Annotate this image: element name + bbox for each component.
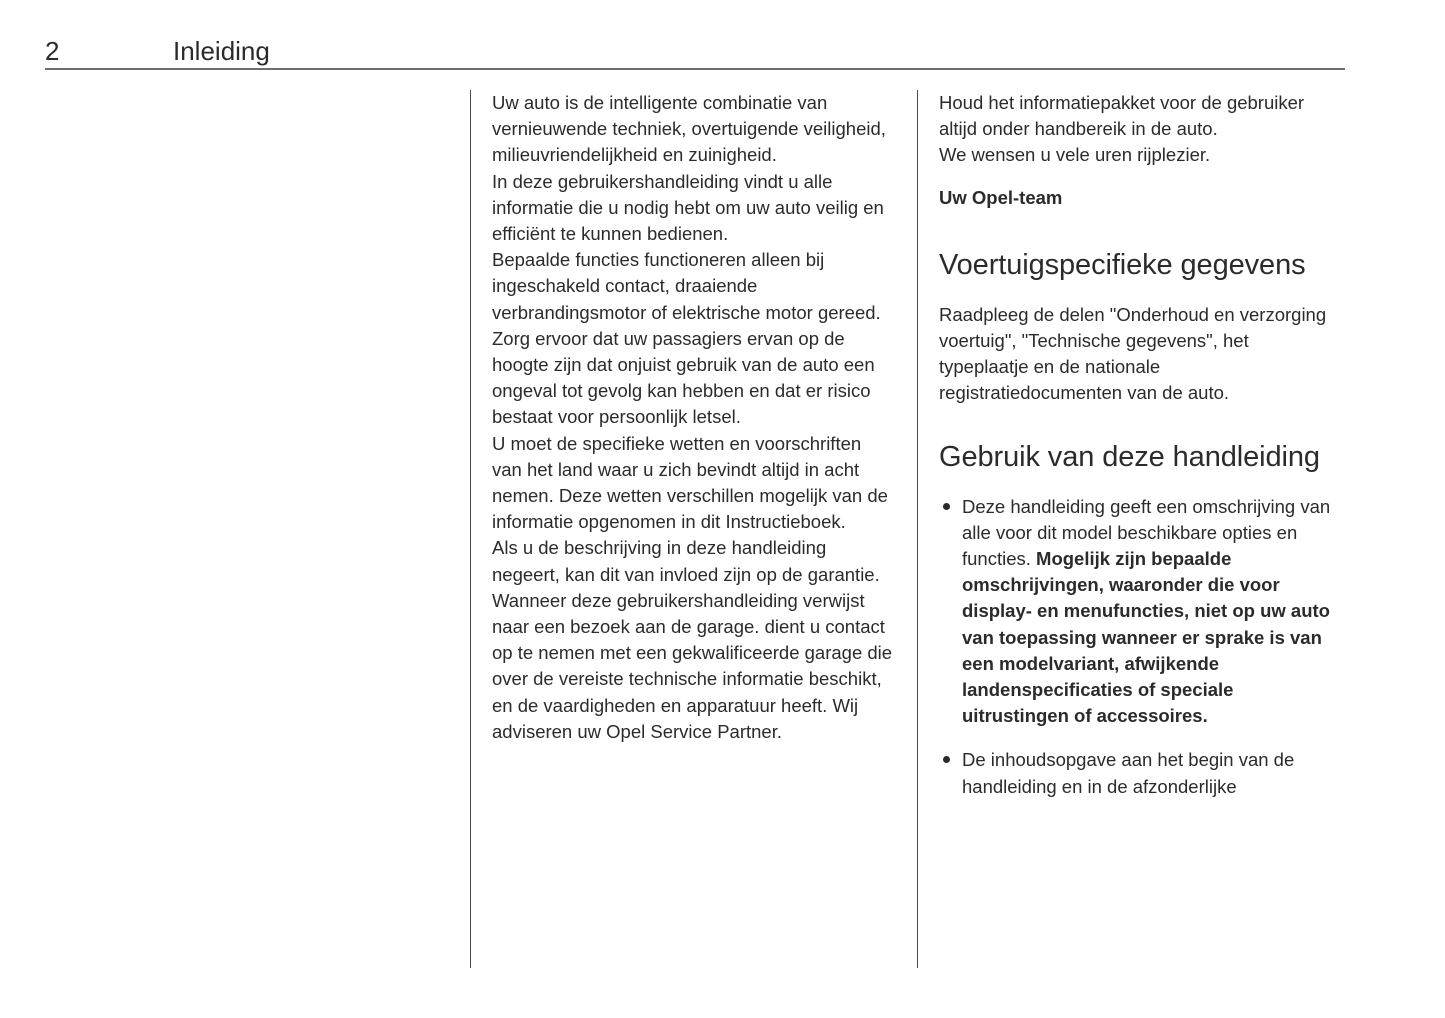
paragraph: We wensen u vele uren rijplezier. <box>939 144 1211 166</box>
paragraph: Als u de beschrijving in deze handleiding negeert, kan dit van invloed zijn op de garantie. <box>492 537 880 585</box>
list-item-text-regular: De inhoudsopgave aan het begin van de handleiding en in de afzonderlijke <box>962 749 1295 797</box>
page-number: 2 <box>45 36 60 66</box>
list-item-text-emphasis: Mogelijk zijn bepaalde omschrijvingen, waaronder die voor display- en menufuncties, niet op uw auto van toepassing wanneer er sprake is van een modelvariant, afwijkende landenspecificaties of speciale uitrustingen of accessoires. <box>962 548 1330 727</box>
paragraph: Zorg ervoor dat uw passagiers ervan op de hoogte zijn dat onjuist gebruik van de auto een ongeval tot gevolg kan hebben en dat er risico bestaat voor persoonlijk letsel. <box>492 327 875 428</box>
paragraph: Houd het informatiepakket voor de gebruiker altijd onder handbereik in de auto. <box>939 92 1305 140</box>
column-divider-left <box>470 90 471 968</box>
list-item <box>939 494 1339 730</box>
paragraph: In deze gebruikershandleiding vindt u alle informatie die u nodig hebt om uw auto veilig en efficiënt te kunnen bedienen. <box>492 170 884 245</box>
bullet-list <box>939 494 1339 800</box>
bullet-dot-icon <box>943 503 950 510</box>
section-title: Inleiding <box>173 36 270 66</box>
signature-line: Uw Opel-team <box>939 186 1063 208</box>
page-header <box>45 36 1345 70</box>
column-middle <box>492 90 896 745</box>
paragraph: Uw auto is de intelligente combinatie van vernieuwende techniek, overtuigende veiligheid, milieuvriendelijkheid en zuinigheid. <box>492 92 886 166</box>
header-divider-rule <box>45 68 1345 70</box>
list-item-text-regular: Deze handleiding geeft een omschrijving van alle voor dit model beschikbare opties en functies. <box>962 495 1331 570</box>
paragraph: U moet de specifieke wetten en voorschriften van het land waar u zich bevindt altijd in acht nemen. Deze wetten verschillen mogelijk van de informatie opgenomen in dit Instructieboek. <box>492 432 888 533</box>
paragraph: Wanneer deze gebruikershandleiding verwijst naar een bezoek aan de garage. dient u contact op te nemen met een gekwalificeerde garage die over de vereiste technische informatie beschikt, en de vaardigheden en apparatuur heeft. Wij adviseren uw Opel Service Partner. <box>492 589 893 742</box>
column-right <box>939 90 1339 800</box>
heading-gebruik-van-deze-handleiding: Gebruik van deze handleiding <box>939 440 1320 473</box>
bullet-dot-icon <box>943 756 950 763</box>
list-item <box>939 747 1339 799</box>
column-divider-right <box>917 90 918 968</box>
heading-voertuigspecifieke-gegevens: Voertuigspecifieke gegevens <box>939 248 1306 281</box>
paragraph: Raadpleeg de delen "Onderhoud en verzorging voertuig", "Technische gegevens", het typeplaatje en de nationale registratiedocumenten van de auto. <box>939 303 1327 404</box>
paragraph: Bepaalde functies functioneren alleen bij ingeschakeld contact, draaiende verbrandingsmotor of elektrische motor gereed. <box>492 249 881 323</box>
